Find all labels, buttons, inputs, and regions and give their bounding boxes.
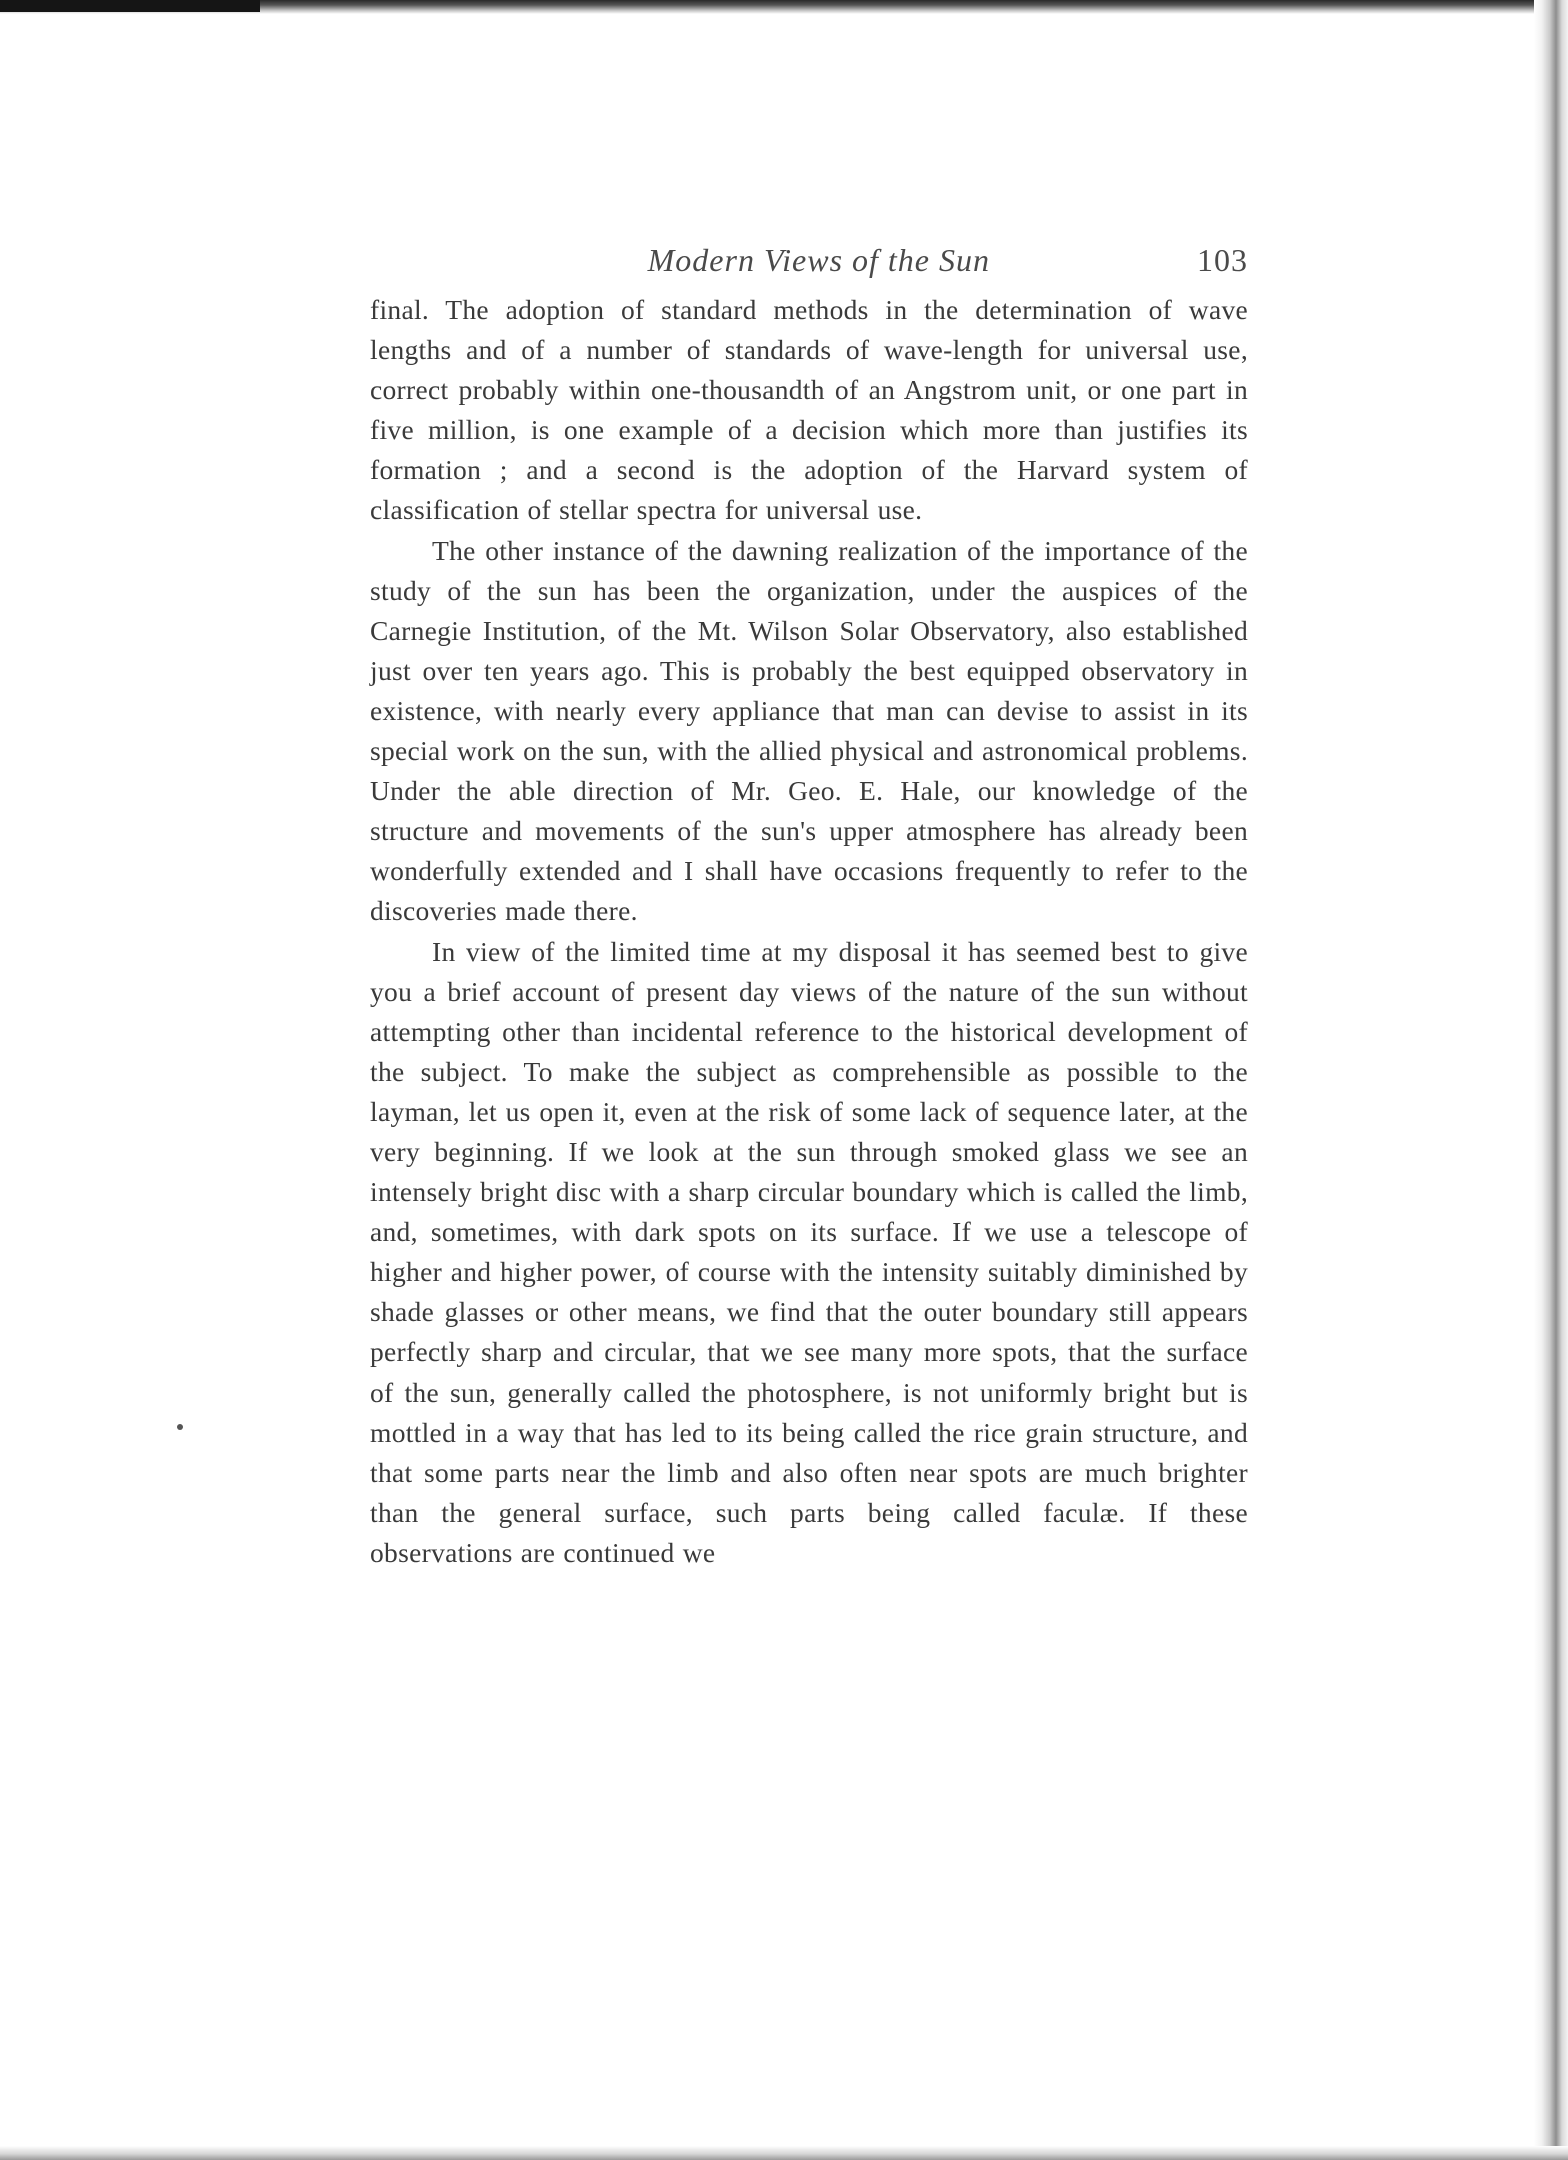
body-text: [370, 290, 1248, 1573]
paragraph-observatory: The other instance of the dawning realization of the importance of the study of the sun has been the organization, under the auspices of the Carnegie Institution, of the Mt. Wilson Solar Observatory, also established just over ten years ago. This is probably the best equipped observatory in existence, with nearly every appliance that man can devise to assist in its special work on the sun, with the allied physical and astronomical problems. Under the able direction of Mr. Geo. E. Hale, our knowledge of the structure and movements of the sun's upper atmosphere has already been wonderfully extended and I shall have occasions frequently to refer to the discoveries made there.: [370, 534, 1248, 927]
running-head: [370, 242, 1248, 286]
scan-bottom-edge: [0, 2146, 1568, 2160]
running-title: Modern Views of the Sun: [647, 242, 990, 278]
book-page: [370, 242, 1248, 1573]
page-number: 103: [1197, 242, 1248, 278]
paragraph-observations: In view of the limited time at my disposal it has seemed best to give you a brief account of present day views of the nature of the sun without attempting other than incidental reference to the historical development of the subject. To make the subject as comprehensible as possible to the layman, let us open it, even at the risk of some lack of sequence later, at the very beginning. If we look at the sun through smoked glass we see an intensely bright disc with a sharp circular boundary which is called the limb, and, sometimes, with dark spots on its surface. If we use a telescope of higher and higher power, of course with the intensity suitably diminished by shade glasses or other means, we find that the outer boundary still appears perfectly sharp and circular, that we see many more spots, that the surface of the sun, generally called the photosphere, is not uniformly bright but is mottled in a way that has led to its being called the rice grain structure, and that some parts near the limb and also often near spots are much brighter than the general surface, such parts being called faculæ. If these observations are continued we: [370, 935, 1248, 1568]
margin-mark: [177, 1424, 183, 1430]
scan-right-edge: [1534, 0, 1568, 2160]
paragraph-continuation: final. The adoption of standard methods in the determination of wave lengths and of a number of standards of wave-length for universal use, correct probably within one-thousandth of an Angstrom unit, or one part in five million, is one example of a decision which more than justifies its formation ; and a second is the adoption of the Harvard system of classification of stellar spectra for universal use.: [370, 294, 1248, 526]
scan-top-shadow: [0, 0, 260, 12]
